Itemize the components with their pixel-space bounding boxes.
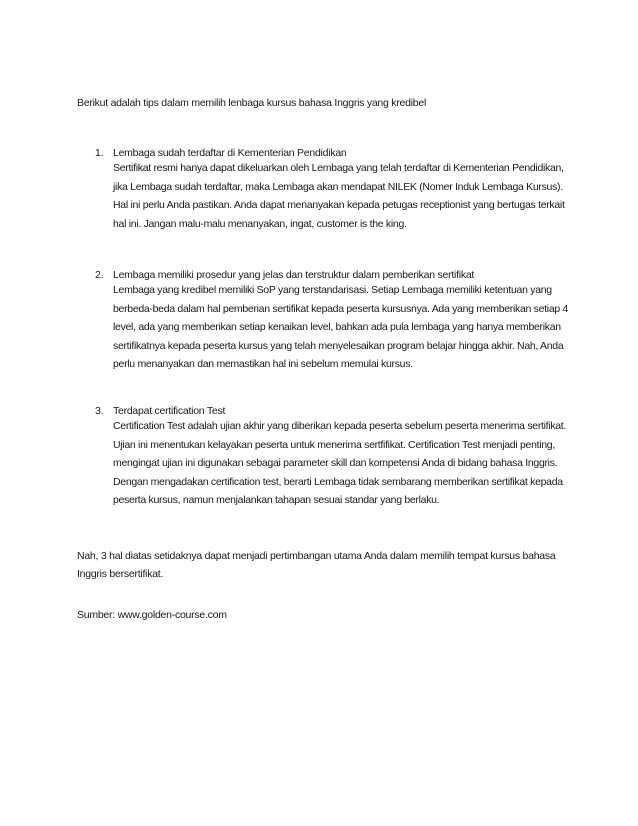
list-item-body: Sertifikat resmi hanya dapat dikeluarkan oleh Lembaga yang telah terdaftar di Kementerian Pendidikan, jika Lembaga sudah terdaftar, maka Lembaga akan mendapat NILEK (Nomer Induk Lembaga Kursus). Hal ini perlu Anda pastikan. Anda dapat menanyakan kepada petugas receptionist yang bertugas terkait hal ini. Jangan malu-malu menanyakan, ingat, customer is the king. xyxy=(113,162,565,230)
list-item-number: 2. xyxy=(95,269,104,281)
list-item-title: Terdapat certification Test xyxy=(113,405,226,417)
list-item-title: Lembaga sudah terdaftar di Kementerian Pendidikan xyxy=(113,147,347,159)
source-line: Sumber: www.golden-course.com xyxy=(77,609,227,621)
list-item-title: Lembaga memiliki prosedur yang jelas dan terstruktur dalam pemberikan sertifikat xyxy=(113,269,475,281)
list-item-body: Certification Test adalah ujian akhir yang diberikan kepada peserta sebelum peserta menerima sertifikat. Ujian ini menentukan kelayakan peserta untuk menerima sertfifikat. Certification Test menjadi penting, mengingat ujian ini digunakan sebagai parameter skill dan kompetensi Anda di bidang bahasa Inggris. Dengan mengadakan certification test, berarti Lembaga tidak sembarang memberikan sertifikat kepada peserta kursus, namun menjalankan tahapan sesuai standar yang berlaku. xyxy=(113,420,567,506)
list-item-number: 1. xyxy=(95,147,104,159)
conclusion-paragraph: Nah, 3 hal diatas setidaknya dapat menjadi pertimbangan utama Anda dalam memilih tempat kursus bahasa Inggris bersertifikat. xyxy=(77,550,556,580)
intro-paragraph: Berikut adalah tips dalam memilih lenbaga kursus bahasa Inggris yang kredibel xyxy=(77,97,427,109)
list-item-number: 3. xyxy=(95,405,104,417)
list-item-body: Lembaga yang kredibel memiliki SoP yang terstandarisasi. Setiap Lembaga memiliki ketentuan yang berbeda-beda dalam hal pemberian sertifikat kepada peserta kursusnya. Ada yang memberikan setiap 4 level, ada yang memberikan setiap kenaikan level, bahkan ada pula lembaga yang hanya memberikan sertifikatnya kepada peserta kursus yang telah menyelesaikan program belajar hingga akhir. Nah, Anda perlu menanyakan dan memastikan hal ini sebelum memulai kursus. xyxy=(113,284,569,370)
